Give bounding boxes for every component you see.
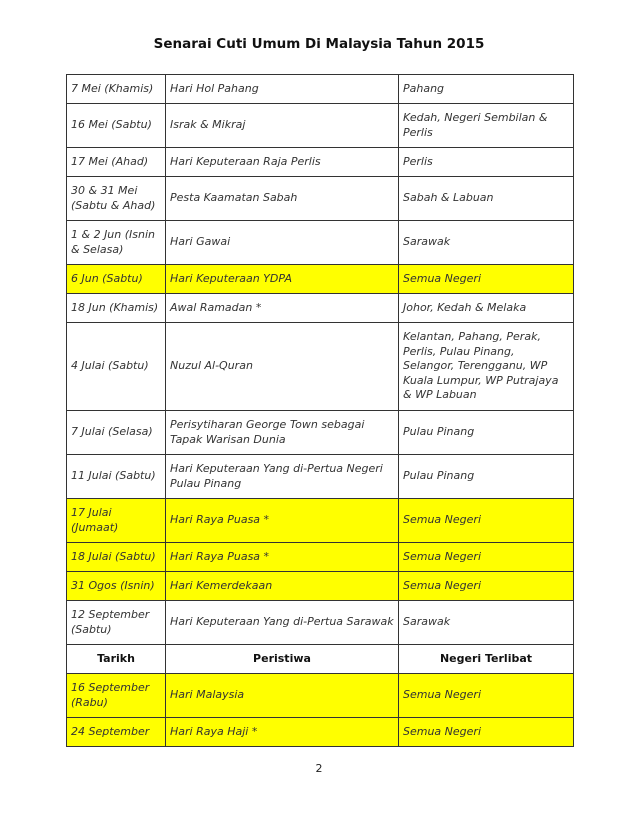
table-header-row [67,645,574,674]
cell-event: Hari Hol Pahang [166,75,399,104]
column-header-event: Peristiwa [166,645,399,674]
cell-event: Hari Keputeraan Raja Perlis [166,148,399,177]
table-row [67,601,574,645]
cell-date: 18 Jun (Khamis) [67,294,166,323]
cell-date: 17 Mei (Ahad) [67,148,166,177]
cell-date: 12 September (Sabtu) [67,601,166,645]
cell-states: Perlis [399,148,574,177]
cell-states: Sarawak [399,601,574,645]
table-row [67,104,574,148]
cell-event: Perisytiharan George Town sebagai Tapak Warisan Dunia [166,411,399,455]
column-header-date: Tarikh [67,645,166,674]
cell-states: Sarawak [399,221,574,265]
cell-date: 16 September (Rabu) [67,674,166,718]
table-row [67,265,574,294]
cell-states: Semua Negeri [399,265,574,294]
table-row [67,148,574,177]
table-row [67,177,574,221]
cell-event: Israk & Mikraj [166,104,399,148]
table-row [67,455,574,499]
cell-date: 24 September [67,718,166,747]
cell-date: 11 Julai (Sabtu) [67,455,166,499]
table-row [67,294,574,323]
cell-date: 1 & 2 Jun (Isnin & Selasa) [67,221,166,265]
page-number: 2 [315,762,323,775]
table-row [67,75,574,104]
cell-event: Hari Keputeraan YDPA [166,265,399,294]
table-row [67,499,574,543]
table-row [67,323,574,411]
cell-states: Kedah, Negeri Sembilan & Perlis [399,104,574,148]
cell-states: Semua Negeri [399,499,574,543]
cell-event: Hari Gawai [166,221,399,265]
cell-states: Semua Negeri [399,572,574,601]
holiday-table [66,74,574,747]
cell-date: 4 Julai (Sabtu) [67,323,166,411]
page-title: Senarai Cuti Umum Di Malaysia Tahun 2015 [153,36,485,52]
cell-date: 18 Julai (Sabtu) [67,543,166,572]
table-row [67,674,574,718]
cell-event: Pesta Kaamatan Sabah [166,177,399,221]
cell-states: Pulau Pinang [399,455,574,499]
cell-states: Semua Negeri [399,718,574,747]
holiday-table-body [67,75,574,747]
cell-states: Sabah & Labuan [399,177,574,221]
cell-date: 7 Mei (Khamis) [67,75,166,104]
table-row [67,411,574,455]
cell-states: Pahang [399,75,574,104]
cell-date: 31 Ogos (Isnin) [67,572,166,601]
cell-states: Kelantan, Pahang, Perak, Perlis, Pulau Pinang, Selangor, Terengganu, WP Kuala Lumpur, WP Putrajaya & WP Labuan [399,323,574,411]
cell-date: 7 Julai (Selasa) [67,411,166,455]
cell-states: Semua Negeri [399,674,574,718]
cell-date: 30 & 31 Mei (Sabtu & Ahad) [67,177,166,221]
cell-date: 16 Mei (Sabtu) [67,104,166,148]
cell-event: Awal Ramadan * [166,294,399,323]
column-header-states: Negeri Terlibat [399,645,574,674]
cell-event: Hari Raya Puasa * [166,499,399,543]
cell-date: 17 Julai (Jumaat) [67,499,166,543]
table-row [67,221,574,265]
cell-event: Nuzul Al-Quran [166,323,399,411]
cell-event: Hari Raya Puasa * [166,543,399,572]
table-row [67,543,574,572]
cell-event: Hari Keputeraan Yang di-Pertua Sarawak [166,601,399,645]
cell-date: 6 Jun (Sabtu) [67,265,166,294]
cell-event: Hari Kemerdekaan [166,572,399,601]
table-row [67,718,574,747]
cell-states: Johor, Kedah & Melaka [399,294,574,323]
cell-states: Semua Negeri [399,543,574,572]
cell-states: Pulau Pinang [399,411,574,455]
cell-event: Hari Raya Haji * [166,718,399,747]
table-row [67,572,574,601]
cell-event: Hari Malaysia [166,674,399,718]
cell-event: Hari Keputeraan Yang di-Pertua Negeri Pulau Pinang [166,455,399,499]
